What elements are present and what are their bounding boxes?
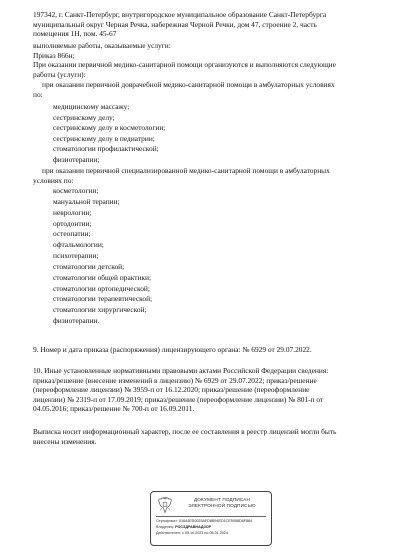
- pre-doctor-heading: при оказании первичной доврачебной медико-санитарной помощи в амбулаторных условиях: [42, 80, 335, 89]
- section-10-line: 04.05.2016; приказ/решение № 700-п от 16.09.2011.: [33, 404, 195, 414]
- list-item: мануальной терапии;: [53, 196, 120, 206]
- section-10-line: 10. Иные установленные нормативными правовыми актами Российской Федерации сведения:: [33, 366, 329, 375]
- pre-doctor-section: [33, 80, 398, 99]
- address-line: муниципальный округ Черная Речка, набережная Черной Речки, дом 47, строение 2, часть: [33, 19, 317, 29]
- order-reference: Приказ 866н;: [33, 50, 75, 60]
- specialized-heading: условиях по:: [33, 175, 74, 185]
- stamp-owner: Владелец: РОСЗДРАВНАДЗОР: [156, 525, 212, 529]
- stamp-heading: ДОКУМЕНТ ПОДПИСАН ЭЛЕКТРОННОЙ ПОДПИСЬЮ: [188, 497, 256, 508]
- specialized-section: [33, 166, 398, 185]
- electronic-signature-stamp: [150, 491, 272, 546]
- address-block: [33, 10, 398, 39]
- address-line: 197342, г. Санкт-Петербург, внутригородское муниципальное образование Санкт-Петербурга: [33, 10, 327, 19]
- list-item: ортодонтии;: [53, 218, 92, 228]
- pre-doctor-list: [33, 102, 398, 166]
- disclaimer-line: внесены изменения.: [33, 436, 97, 446]
- list-item: сестринскому делу;: [53, 112, 115, 122]
- services-intro-line: При оказании первичной медико-санитарной помощи организуются и выполняются следующие: [33, 60, 336, 70]
- disclaimer-line: Выписка носит информационный характер, после ее составления в реестр лицензий могли быть: [33, 427, 337, 436]
- disclaimer: [33, 427, 398, 446]
- list-item: стоматологии детской;: [53, 261, 125, 271]
- list-item: остеопатии;: [53, 229, 91, 239]
- stamp-divider: [156, 516, 266, 517]
- list-item: офтальмологии;: [53, 240, 104, 250]
- section-10: [33, 366, 398, 414]
- russian-coat-of-arms-icon: [157, 496, 173, 514]
- section-10-line: лицензии) № 2319-п от 17.09.2019; приказ/решение (переоформление лицензии) № 801-п от: [33, 394, 324, 404]
- services-intro: [33, 41, 398, 79]
- list-item: физиотерапии.: [53, 316, 100, 326]
- address-line: помещения 1Н, пом. 45-67: [33, 29, 117, 39]
- order-number-line: 9. Номер и дата приказа (распоряжения) лицензирующего органа: № 6929 от 29.07.2022.: [33, 345, 312, 354]
- section-10-line: приказ/решение (внесение изменений в лицензию) № 6929 от 29.07.2022; приказ/решение: [33, 375, 317, 385]
- specialized-heading: при оказании первичной специализированной медико-санитарной помощи в амбулаторных: [42, 166, 330, 175]
- section-9: [33, 345, 398, 355]
- services-intro-line: выполняемые работы, оказываемые услуги:: [33, 41, 171, 50]
- list-item: стоматологии ортопедической;: [53, 283, 150, 293]
- pre-doctor-heading: по:: [33, 89, 43, 99]
- list-item: сестринскому делу в педиатрии;: [53, 133, 155, 143]
- services-intro-line: работы (услуги):: [33, 69, 86, 79]
- list-item: стоматологии профилактической;: [53, 144, 159, 154]
- list-item: стоматологии хирургической;: [53, 305, 147, 315]
- stamp-validity: Действителен: с 05.10.2023 по 05.01.2024: [156, 531, 228, 535]
- list-item: неврологии;: [53, 207, 92, 217]
- list-item: сестринскому делу в косметологии;: [53, 123, 166, 133]
- section-10-line: (переоформление лицензии) № 3959-п от 16.12.2020; приказ/решение (переоформление: [33, 385, 310, 395]
- list-item: стоматологии общей практики;: [53, 272, 152, 282]
- list-item: психотерапии;: [53, 251, 99, 261]
- list-item: косметологии;: [53, 186, 99, 195]
- specialized-list: [33, 186, 398, 327]
- list-item: физиотерапии;: [53, 154, 100, 164]
- list-item: стоматологии терапевтической;: [53, 294, 153, 304]
- list-item: медицинскому массажу;: [53, 102, 130, 111]
- stamp-certificate: Сертификат: 01644ED0025AFD8B94ED1CE5058D8F884: [156, 519, 253, 523]
